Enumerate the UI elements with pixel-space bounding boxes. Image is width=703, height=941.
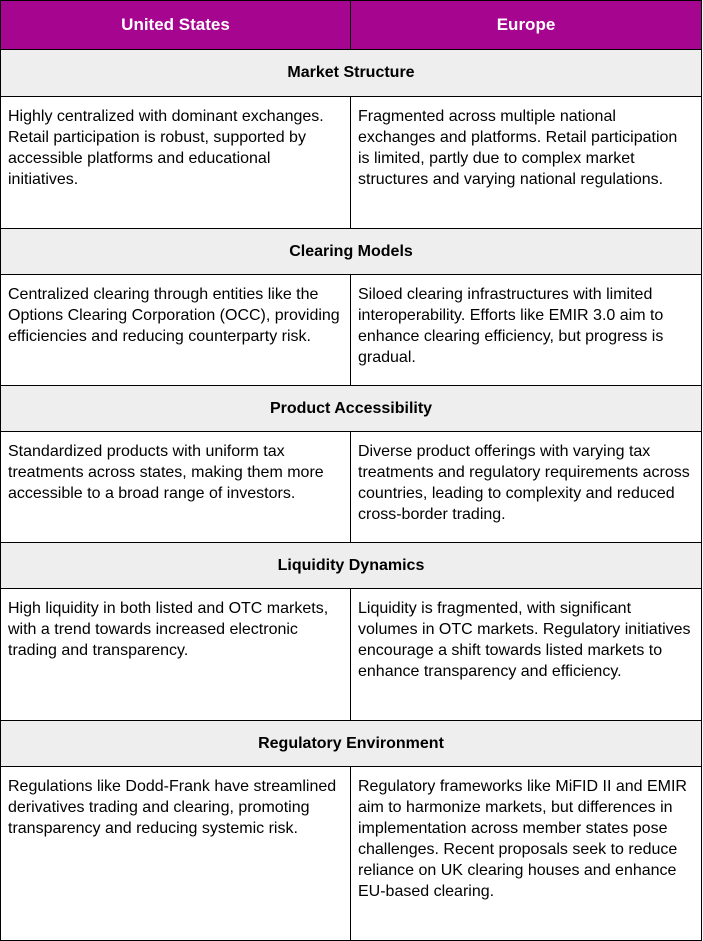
- us-cell-market-structure: Highly centralized with dominant exchanges. Retail participation is robust, supported by accessible platforms and educational initiatives.: [1, 97, 351, 229]
- section-title-regulatory-environment: Regulatory Environment: [1, 721, 702, 767]
- section-row: [1, 386, 702, 432]
- eu-cell-market-structure: Fragmented across multiple national exchanges and platforms. Retail participation is limited, partly due to complex market structures and varying national regulations.: [351, 97, 702, 229]
- eu-cell-product-accessibility: Diverse product offerings with varying tax treatments and regulatory requirements across countries, leading to complexity and reduced cross-border trading.: [351, 432, 702, 543]
- table-row: [1, 97, 702, 229]
- us-cell-product-accessibility: Standardized products with uniform tax treatments across states, making them more accessible to a broad range of investors.: [1, 432, 351, 543]
- header-row: [1, 1, 702, 50]
- table-row: [1, 432, 702, 543]
- table-row: [1, 589, 702, 721]
- us-cell-regulatory-environment: Regulations like Dodd-Frank have streamlined derivatives trading and clearing, promoting transparency and reducing systemic risk.: [1, 767, 351, 941]
- section-row: [1, 543, 702, 589]
- header-europe: Europe: [351, 1, 702, 50]
- section-title-product-accessibility: Product Accessibility: [1, 386, 702, 432]
- section-title-liquidity-dynamics: Liquidity Dynamics: [1, 543, 702, 589]
- section-title-clearing-models: Clearing Models: [1, 229, 702, 275]
- table-row: [1, 275, 702, 386]
- us-cell-clearing-models: Centralized clearing through entities like the Options Clearing Corporation (OCC), providing efficiencies and reducing counterparty risk.: [1, 275, 351, 386]
- table-row: [1, 767, 702, 941]
- eu-cell-liquidity-dynamics: Liquidity is fragmented, with significant volumes in OTC markets. Regulatory initiatives encourage a shift towards listed markets to enhance transparency and efficiency.: [351, 589, 702, 721]
- eu-cell-regulatory-environment: Regulatory frameworks like MiFID II and EMIR aim to harmonize markets, but differences in implementation across member states pose challenges. Recent proposals seek to reduce reliance on UK clearing houses and enhance EU-based clearing.: [351, 767, 702, 941]
- header-united-states: United States: [1, 1, 351, 50]
- section-row: [1, 229, 702, 275]
- section-title-market-structure: Market Structure: [1, 50, 702, 97]
- eu-cell-clearing-models: Siloed clearing infrastructures with limited interoperability. Efforts like EMIR 3.0 aim to enhance clearing efficiency, but progress is gradual.: [351, 275, 702, 386]
- section-row: [1, 50, 702, 97]
- section-row: [1, 721, 702, 767]
- us-cell-liquidity-dynamics: High liquidity in both listed and OTC markets, with a trend towards increased electronic trading and transparency.: [1, 589, 351, 721]
